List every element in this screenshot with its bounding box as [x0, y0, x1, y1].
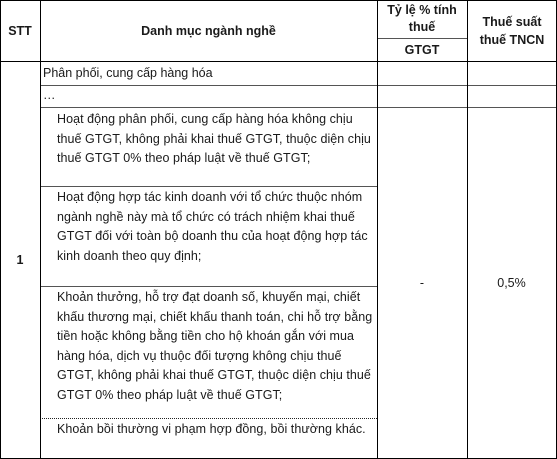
vat-value: -: [419, 275, 425, 290]
item-divider-2: [40, 286, 377, 287]
header-category: Danh mục ngành nghề: [141, 23, 276, 38]
list-item: Hoạt động phân phối, cung cấp hàng hóa không chịu thuế GTGT, không phải khai thuế GTGT, thuộc diện chịu thuế GTGT 0% theo pháp luật về thuế GTGT;: [57, 112, 371, 165]
header-vat-rate: Tỷ lệ % tính thuế: [387, 3, 457, 34]
header-stt: STT: [8, 23, 32, 38]
ellipsis-row: …: [43, 88, 56, 102]
pit-value: 0,5%: [497, 275, 526, 290]
item-divider-3: [40, 418, 377, 419]
list-item: Khoản thưởng, hỗ trợ đạt doanh số, khuyến mại, chiết khấu thương mại, chiết khấu thanh toán, chi hỗ trợ bằng tiền hoặc không bằng tiền cho hộ khoán gắn với mua hàng hóa, dịch vụ thuộc đối tượng không chịu thuế GTGT, không phải khai thuế GTGT, thuộc diện chịu thuế GTGT 0% theo pháp luật về thuế GTGT;: [57, 290, 373, 402]
header-pit-rate: Thuế suất thuế TNCN: [479, 14, 545, 47]
column-divider-stt: [40, 0, 41, 459]
row-stt: 1: [16, 252, 24, 267]
list-item: Hoạt động hợp tác kinh doanh với tổ chức thuộc nhóm ngành nghề này mà tổ chức có trách nhiệm khai thuế GTGT đối với toàn bộ doanh thu của hoạt động hợp tác kinh doanh theo quy định;: [57, 190, 368, 263]
list-item: Khoản bồi thường vi phạm hợp đồng, bồi thường khác.: [57, 422, 366, 436]
header-bottom-rule: [0, 61, 557, 62]
header-vat-sub: GTGT: [404, 42, 440, 57]
group-label: Phân phối, cung cấp hàng hóa: [43, 66, 213, 80]
item-divider-1: [40, 186, 377, 187]
